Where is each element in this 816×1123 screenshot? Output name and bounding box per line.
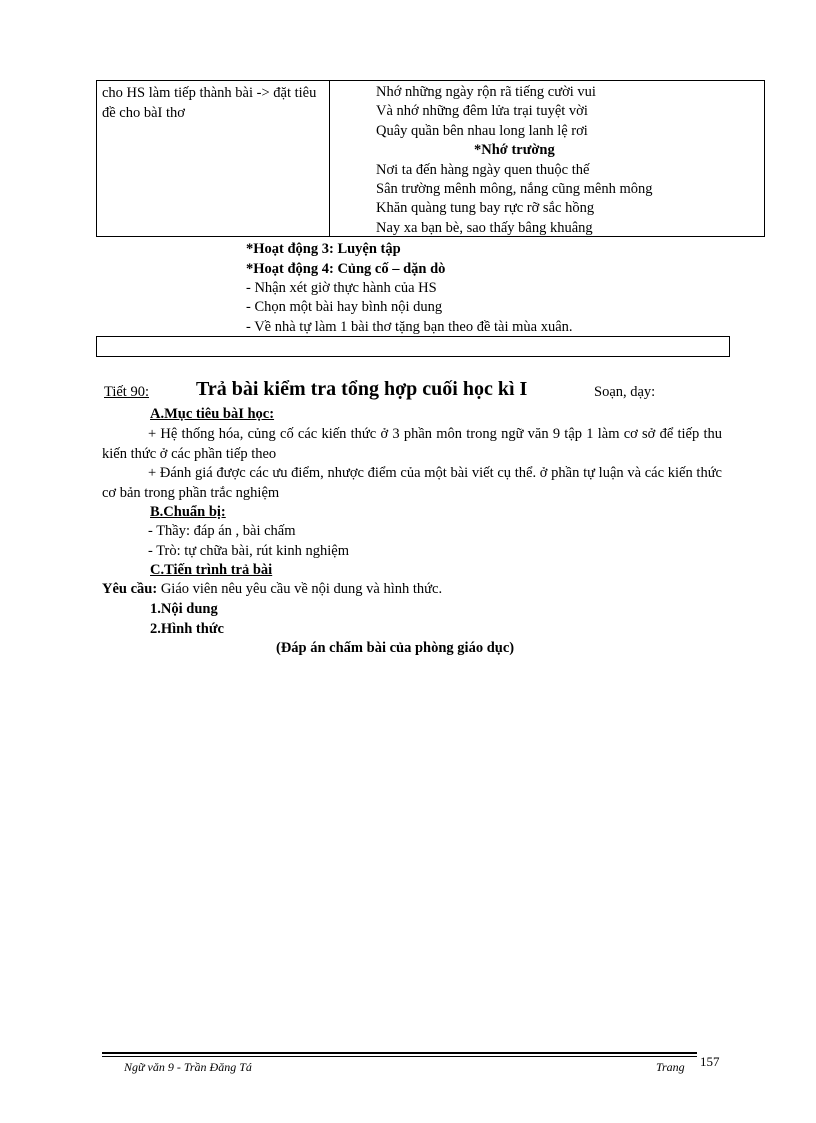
- activity-item: - Nhận xét giờ thực hành của HS: [246, 280, 437, 296]
- section-b-item: - Thầy: đáp án , bài chấm: [148, 523, 296, 539]
- lesson-table: [96, 80, 765, 237]
- activity-item: - Chọn một bài hay bình nội dung: [246, 299, 443, 315]
- poem-line: Nơi ta đến hàng ngày quen thuộc thế: [376, 161, 590, 178]
- lesson-title: Trả bài kiểm tra tổng hợp cuối học kì I: [196, 378, 528, 400]
- answer-key-note: (Đáp án chấm bài của phòng giáo dục): [276, 640, 515, 656]
- poem-line: Nhớ những ngày rộn rã tiếng cười vui: [376, 84, 596, 100]
- lesson-meta: Soạn, dạy:: [594, 384, 656, 400]
- activity-4-heading: *Hoạt động 4: Củng cố – dặn dò: [246, 261, 446, 277]
- footer-rule: [102, 1052, 697, 1054]
- lesson-number: Tiết 90:: [104, 384, 149, 400]
- activity-item: - Về nhà tự làm 1 bài thơ tặng bạn theo đề tài mùa xuân.: [246, 319, 573, 335]
- section-c-heading: C.Tiến trình trả bài: [150, 562, 273, 578]
- poem-line: Khăn quàng tung bay rực rỡ sắc hồng: [376, 200, 595, 217]
- section-a-heading: A.Mục tiêu bàI học:: [150, 406, 275, 422]
- section-c-item: 2.Hình thức: [150, 621, 224, 637]
- poem-line: Quây quần bên nhau long lanh lệ rơi: [376, 122, 588, 139]
- table-column-divider: [329, 81, 330, 236]
- section-b-item: - Trò: tự chữa bài, rút kinh nghiệm: [148, 543, 349, 559]
- footer-book-author: Ngữ văn 9 - Trần Đăng Tá: [124, 1060, 252, 1074]
- requirement-line: [102, 580, 442, 599]
- requirement-text: Giáo viên nêu yêu cầu về nội dung và hình thức.: [157, 581, 443, 597]
- activity-3-heading: *Hoạt động 3: Luyện tập: [246, 241, 401, 257]
- footer-page-label: Trang: [656, 1060, 685, 1074]
- empty-table-row: [96, 336, 730, 357]
- poem-line: Sân trường mênh mông, nắng cũng mênh mông: [376, 181, 653, 198]
- poem-line: Và nhớ những đêm lửa trại tuyệt vời: [376, 103, 588, 120]
- requirement-label: Yêu cầu:: [102, 581, 158, 597]
- section-a-paragraph: + Đánh giá được các ưu điểm, nhược điểm của một bài viết cụ thể. ở phần tự luận và các kiến thức cơ bản trong phần trắc nghiệm: [102, 465, 722, 501]
- poem-heading: *Nhớ trường: [474, 142, 555, 159]
- section-c-item: 1.Nội dung: [150, 601, 218, 617]
- page-number: 157: [700, 1054, 720, 1069]
- section-b-heading: B.Chuẩn bị:: [150, 504, 226, 520]
- section-a-paragraph: + Hệ thống hóa, củng cố các kiến thức ở 3 phần môn trong ngữ văn 9 tập 1 làm cơ sở để tiếp thu kiến thức ở các phần tiếp theo: [102, 426, 722, 462]
- poem-line: Nay xa bạn bè, sao thấy bâng khuâng: [376, 219, 593, 236]
- footer-rule: [102, 1056, 697, 1057]
- table-left-cell: cho HS làm tiếp thành bài -> đặt tiêu đề cho bàI thơ: [102, 85, 317, 121]
- table-right-cell: [376, 83, 653, 238]
